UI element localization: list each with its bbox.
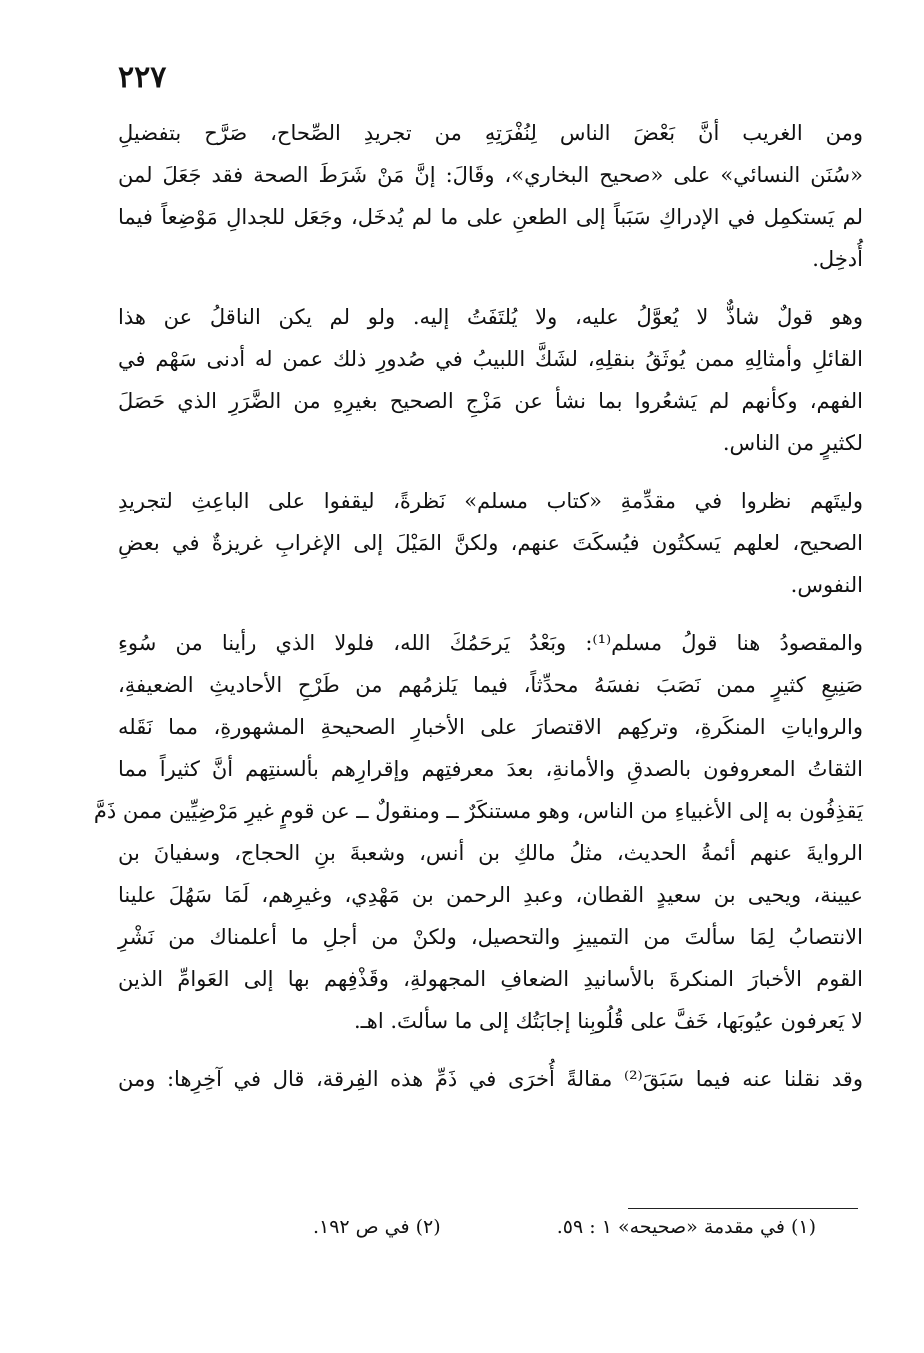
paragraph <box>93 622 863 1042</box>
text-line: عيينة، ويحيى بن سعيدٍ القطان، وعبدِ الرحمن بن مَهْدِي، وغيرِهم، لَمَا سَهُلَ علينا <box>118 883 863 907</box>
text-line: الثقاتُ المعروفون بالصدقِ والأمانةِ، بعدَ معرفتِهم وإقرارِهم بألسنتِهم أنَّ كثيراً مما <box>118 757 863 781</box>
paragraph <box>118 112 863 280</box>
text-line: القوم الأخبارَ المنكرةَ بالأسانيدِ الضعافِ المجهولةِ، وقَذْفِهم بها إلى العَوامِّ الذين <box>118 967 863 991</box>
text-line: صَنِيعِ كثيرٍ ممن نَصَبَ نفسَهُ محدِّثاً، فيما يَلزمُهم من طَرْحِ الأحاديثِ الضعيفةِ، <box>118 673 863 697</box>
text-line: الروايةَ عنهم أئمةُ الحديث، مثلُ مالكِ بن أنس، وشعبةَ بنِ الحجاج، وسفيانَ بن <box>118 841 863 865</box>
text-line: ومن الغريب أنَّ بَعْضَ الناس لِنُفْرَتِهِ من تجريدِ الصِّحاح، صَرَّح بتفضيلِ <box>118 121 863 145</box>
text-line: لم يَستكمِل في الإدراكِ سَبَباً إلى الطعنِ على ما لم يُدخَل، وجَعَل للجدالِ مَوْضِعاً فيما <box>118 205 863 229</box>
text-line: القائلِ وأمثالِهِ ممن يُوثَقُ بنقلِهِ، لشَكَّ اللبيبُ في صُدورِ ذلك عمن له أدنى سَهْم في <box>118 347 863 371</box>
page-number: ٢٢٧ <box>118 60 167 95</box>
footnote-separator <box>628 1208 858 1209</box>
text-line: لكثيرٍ من الناس. <box>722 431 863 455</box>
footnote-2: (٢) في ص ١٩٢. <box>312 1216 441 1238</box>
text-line: والمقصودُ هنا قولُ مسلم⁽¹⁾: وبَعْدُ يَرحَمُكَ الله، فلولا الذي رأينا من سُوءِ <box>118 631 863 655</box>
paragraph <box>118 1058 863 1100</box>
body-text <box>93 112 863 1116</box>
text-line: وقد نقلنا عنه فيما سَبَقَ⁽²⁾ مقالةً أُخرَى في ذَمِّ هذه الفِرقة، قال في آخِرِها: ومن <box>118 1067 863 1091</box>
text-line: أُدخِل. <box>812 247 863 271</box>
text-line: النفوس. <box>790 573 863 597</box>
text-line: «سُنَن النسائي» على «صحيح البخاري»، وقَالَ: إنَّ مَنْ شَرَطَ الصحة فقد جَعَلَ لمن <box>118 163 863 187</box>
text-line: وليتَهم نظروا في مقدِّمةِ «كتاب مسلم» نَظرةً، ليقفوا على الباعِثِ لتجريدِ <box>118 489 863 513</box>
text-line: يَقذِفُون به إلى الأغبياءِ من الناس، وهو مستنكَرٌ ــ ومنقولٌ ــ عن قومٍ غيرِ مَرْضِيِّين ممن ذَمَّ <box>93 799 863 823</box>
footnotes <box>313 1216 816 1238</box>
footnote-1: (١) في مقدمة «صحيحه» ١ : ٥٩. <box>556 1216 816 1238</box>
paragraph <box>118 296 863 464</box>
text-line: والرواياتِ المنكَرةِ، وتركِهم الاقتصارَ على الأخبارِ الصحيحةِ المشهورةِ، مما نَقَله <box>118 715 863 739</box>
text-line: الانتصابُ لِمَا سألتَ من التمييزِ والتحصيل، ولكنْ من أجلِ ما أعلمناك من نَشْرِ <box>118 925 863 949</box>
paragraph <box>118 480 863 606</box>
text-line: وهو قولٌ شاذٌّ لا يُعوَّلُ عليه، ولا يُلتَفَتُ إليه. ولو لم يكن الناقلُ عن هذا <box>118 305 863 329</box>
text-line: الصحيح، لعلهم يَسكتُون فيُسكَتَ عنهم، ولكنَّ المَيْلَ إلى الإغرابِ غريزةٌ في بعضِ <box>118 531 863 555</box>
text-line: لا يَعرفون عيُوبَها، خَفَّ على قُلُوبِنا إجابَتُك إلى ما سألتَ. اهـ. <box>353 1009 863 1033</box>
text-line: الفهم، وكأنهم لم يَشعُروا بما نشأ عن مَزْجِ الصحيح بغيرِهِ من الضَّرَرِ الذي حَصَلَ <box>118 389 863 413</box>
